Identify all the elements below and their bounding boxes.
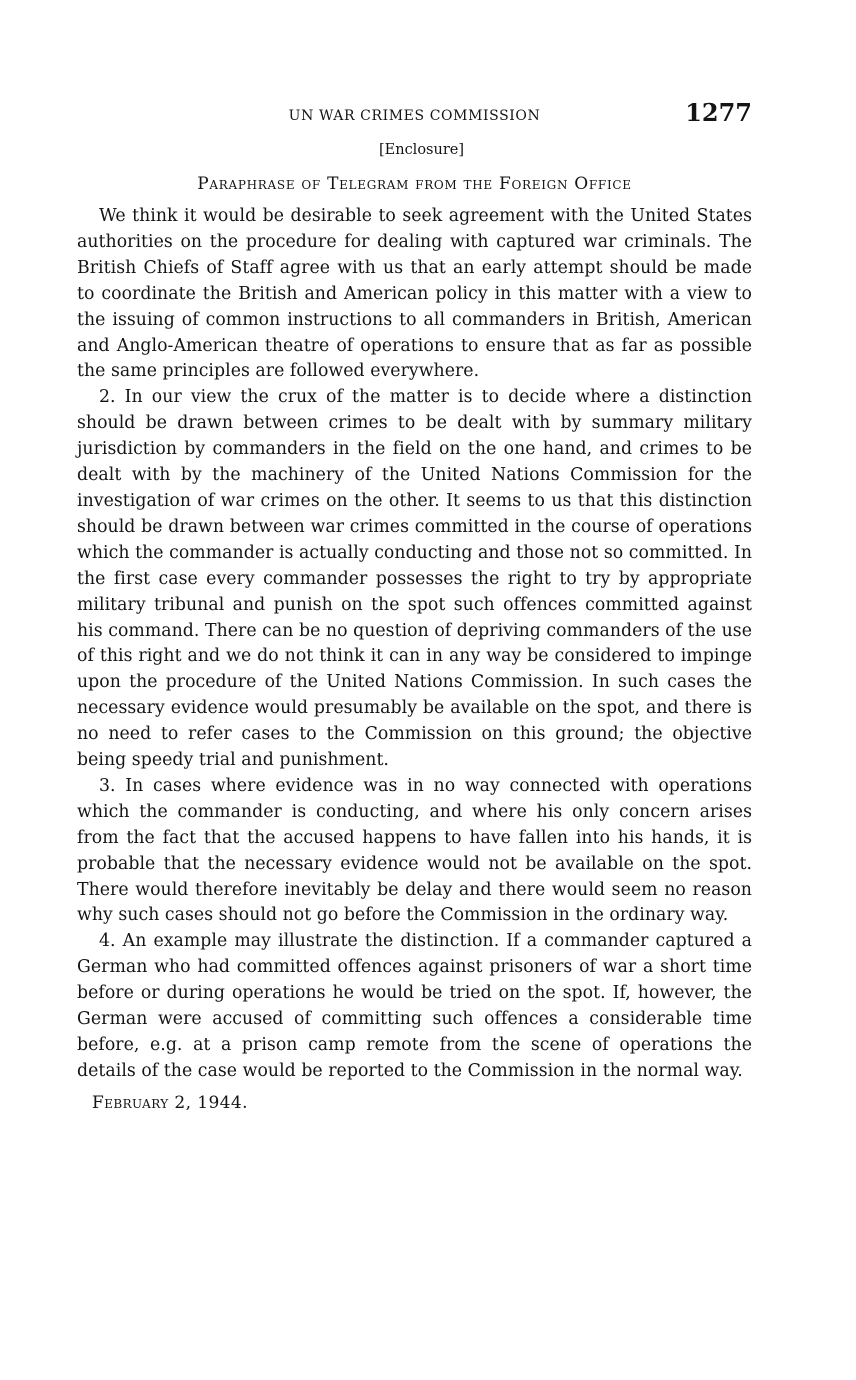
document-page [77, 96, 752, 1113]
date-line: February 2, 1944. [92, 1092, 248, 1113]
paragraph-intro: We think it would be desirable to seek agreement with the United States authorities on the procedure for dealing with captured war criminals. The British Chiefs of Staff agree with us that an early attempt should be made to coordinate the British and American policy in this matter with a view to the issuing of common instructions to all commanders in British, American and Anglo-American theatre of operations to ensure that as far as possible the same principles are followed everywhere. [77, 206, 752, 382]
document-title: Paraphrase of Telegram from the Foreign Office [197, 174, 632, 194]
running-header [77, 96, 752, 136]
enclosure-label: [Enclosure] [378, 142, 465, 158]
running-title: UN WAR CRIMES COMMISSION [288, 108, 541, 124]
page-number: 1277 [685, 98, 752, 127]
paragraph-3: 3. In cases where evidence was in no way connected with operations which the commander is conducting, and where his only concern arises from the fact that the accused happens to have fallen into his hands, it is probable that the necessary evidence would not be available on the spot. There would therefore inevitably be delay and there would seem no reason why such cases should not go before the Commission in the ordinary way. [77, 775, 752, 926]
document-body [77, 204, 752, 1085]
paragraph-2: 2. In our view the crux of the matter is to decide where a distinction should be drawn between crimes to be dealt with by summary military jurisdiction by commanders in the field on the one hand, and crimes to be dealt with by the machinery of the United Nations Commission for the investigation of war crimes on the other. It seems to us that this distinction should be drawn between war crimes committed in the course of operations which the commander is actually conducting and those not so committed. In the first case every commander possesses the right to try by appropriate military tribunal and punish on the spot such offences committed against his command. There can be no question of depriving commanders of the use of this right and we do not think it can in any way be considered to impinge upon the procedure of the United Nations Commission. In such cases the necessary evidence would presumably be available on the spot, and there is no need to refer cases to the Commission on this ground; the objective being speedy trial and punishment. [77, 387, 752, 771]
paragraph-4: 4. An example may illustrate the distinction. If a commander captured a German who had committed offences against prisoners of war a short time before or during operations he would be tried on the spot. If, however, the German were accused of committing such offences a considerable time before, e.g. at a prison camp remote from the scene of operations the details of the case would be reported to the Commission in the normal way. [77, 931, 752, 1081]
